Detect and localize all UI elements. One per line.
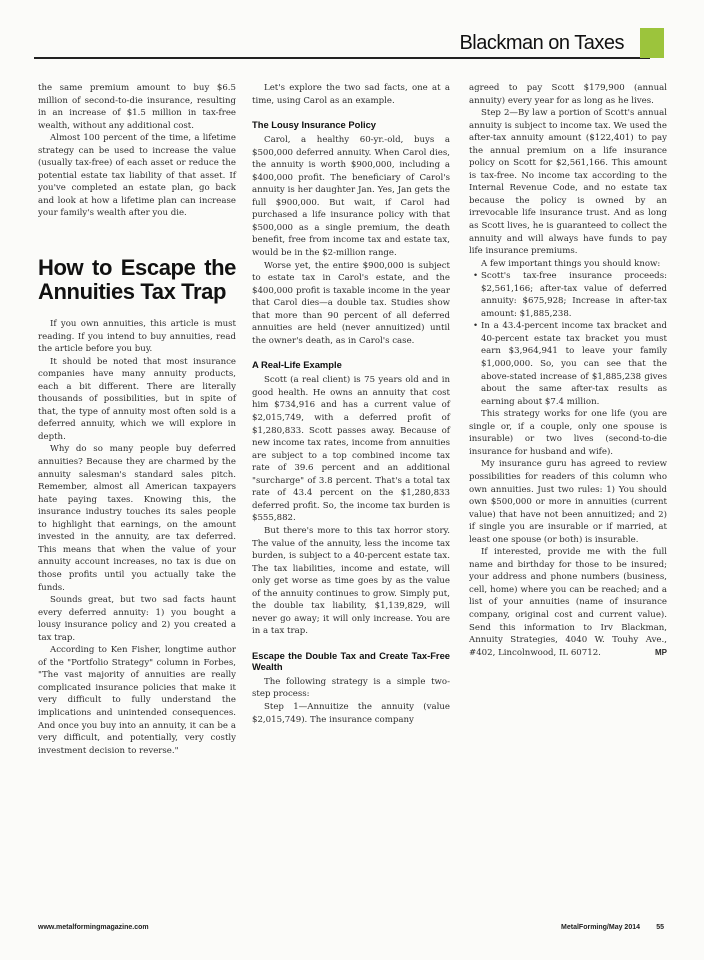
paragraph: Worse yet, the entire $900,000 is subject to estate tax in Carol's estate, and the $400,000 profit is taxable income in the year that Carol dies—a double tax. Studies show that more than 90 percent of all deferred annuities are held (never annuitized) until the owner's death, as in Carol's case. <box>252 260 450 346</box>
paragraph <box>469 546 667 659</box>
bullet-text: In a 43.4-percent income tax bracket and 40-percent estate tax bracket you must earn $3,964,941 to leave your family $1,000,000. So, you can see that the above-stated increase of $1,885,238 gives about the same after-tax results as earning about $7.4 million. <box>481 321 667 407</box>
bullet-text: Scott's tax-free insurance proceeds: $2,561,166; after-tax value of deferred annuity: $675,928; Increase in after-tax amount: $1,885,238. <box>481 271 667 319</box>
section-heading: A Real-Life Example <box>252 359 342 371</box>
paragraph: Sounds great, but two sad facts haunt every deferred annuity: 1) you bought a lousy insurance policy and 2) you created a tax trap. <box>38 595 236 643</box>
paragraph: Why do so many people buy deferred annuities? Because they are charmed by the annuity salesman's standard sales pitch. Remember, almost all American taxpayers hate paying taxes. Knowing this, the insurance industry touches its sales people to highlight that earnings, on the amount invested in the annuity, are tax deferred. This means that when the value of your annuity account increases, no tax is due on those profits until you actually take the funds. <box>38 444 236 593</box>
end-mark: MP <box>655 647 667 657</box>
paragraph: Carol, a healthy 60-yr.-old, buys a $500,000 deferred annuity. When Carol dies, the annuity is worth $900,000, including a $400,000 profit. The beneficiary of Carol's annuity is her daughter Jan. Yes, Jan gets the full $900,000. But wait, if Carol had purchased a life insurance policy with that $500,000 as a single premium, the death benefit, free from income tax and estate tax, would be in the $2-million range. <box>252 135 450 259</box>
paragraph: The following strategy is a simple two-step process: <box>252 676 450 700</box>
paragraph: It should be noted that most insurance companies have many annuity products, each a bit different. There are literally thousands of possibilities, but in spite of that, the type of annuity most often sold is a deferred annuity, which we will explore in depth. <box>38 356 236 442</box>
paragraph: If you own annuities, this article is must reading. If you intend to buy annuities, read the article before you buy. <box>38 319 236 355</box>
bullet-item <box>469 320 667 408</box>
bullet-icon: • <box>473 321 479 332</box>
bullet-icon: • <box>473 271 479 282</box>
paragraph: A few important things you should know: <box>481 258 661 269</box>
paragraph: Step 2—By law a portion of Scott's annual annuity is subject to income tax. We used the after-tax annuity amount ($122,401) to pay the annual premium on a life insurance policy on Scott for $2,561,166. This amount is tax-free. No income tax according to the Internal Revenue Code, and no estate tax because the policy is owned by an irrevocable life insurance trust. And as long as Scott lives, he is guaranteed to collect the annuity and will always have funds to pay life insurance premiums. <box>469 108 667 257</box>
footer-publication: MetalForming/May 2014 <box>561 924 640 931</box>
column-title: Blackman on Taxes <box>459 32 624 54</box>
page-header <box>0 28 704 62</box>
text-column-2 <box>252 82 450 726</box>
paragraph-text: If interested, provide me with the full name and birthday for those to be insured; your address and phone numbers (business, cell, home) where you can be reached; and a list of your annuities (name of insurance company, original cost and current value). Send this information to Irv Blackman, Annuity Strategies, 4040 W. Touhy Ave., #402, Lincolnwood, IL 60712. <box>469 547 667 658</box>
section-heading: Escape the Double Tax and Create Tax-Free Wealth <box>252 649 450 672</box>
article-heading: How to Escape the Annuities Tax Trap <box>38 255 236 305</box>
text-column-3 <box>469 82 667 659</box>
paragraph: This strategy works for one life (you are single or, if a couple, only one spouse is insurable) or two lives (second-to-die insurance for husband and wife). <box>469 409 667 457</box>
section-heading: The Lousy Insurance Policy <box>252 119 376 131</box>
footer-url: www.metalformingmagazine.com <box>38 924 149 931</box>
paragraph: Let's explore the two sad facts, one at a time, using Carol as an example. <box>252 83 450 106</box>
paragraph: But there's more to this tax horror story. The value of the annuity, less the income tax burden, is subject to a 40-percent estate tax. The tax liabilities, income and estate, will only get worse as time goes by as the value of the annuity continues to grow. Simply put, the double tax liability, $1,139,829, will never go away; it will only increase. You are in a tax trap. <box>252 525 450 637</box>
paragraph: Scott (a real client) is 75 years old and in good health. He owns an annuity that cost him $734,916 and has a current value of $2,015,749, with a deferred profit of $1,280,833. Scott passes away. Because of new income tax rates, income from annuities are subject to a top combined income tax rate of 39.6 percent and an additional "surcharge" of 3.8 percent. That's a total tax rate of 43.4 percent on the $1,280,833 deferred profit. So, the income tax burden is $555,882. <box>252 375 450 524</box>
page-footer <box>38 922 664 936</box>
paragraph: Almost 100 percent of the time, a lifetime strategy can be used to increase the value (usually tax-free) of each asset or reduce the potential estate tax liability of that asset. If you've completed an estate plan, go back and look at how a lifetime plan can increase your family's wealth after you die. <box>38 133 236 219</box>
paragraph: Step 1—Annuitize the annuity (value $2,015,749). The insurance company <box>252 701 450 725</box>
paragraph: According to Ken Fisher, longtime author of the "Portfolio Strategy" column in Forbes, "The vast majority of annuities are really complicated insurance policies that make it very difficult to fully understand the implications and unintended consequences. And once you buy into an annuity, it can be a very difficult, and potentially, very costly investment decision to reverse." <box>38 645 236 756</box>
paragraph: agreed to pay Scott $179,900 (annual annuity) every year for as long as he lives. <box>469 83 667 106</box>
header-rule <box>34 57 650 59</box>
paragraph: My insurance guru has agreed to review possibilities for readers of this column who own annuities. Just two rules: 1) You should own $500,000 or more in annuities (current value) that have not been annuitized; and 2) if single you are insurable or if married, at least one spouse (or both) is insurable. <box>469 459 667 545</box>
bullet-item <box>469 270 667 320</box>
text-column-1 <box>38 82 236 757</box>
column-accent-box <box>640 28 664 58</box>
page-number: 55 <box>656 924 664 931</box>
paragraph: the same premium amount to buy $6.5 million of second-to-die insurance, resulting in an increase of $1.5 million in tax-free wealth, without any additional cost. <box>38 83 236 131</box>
